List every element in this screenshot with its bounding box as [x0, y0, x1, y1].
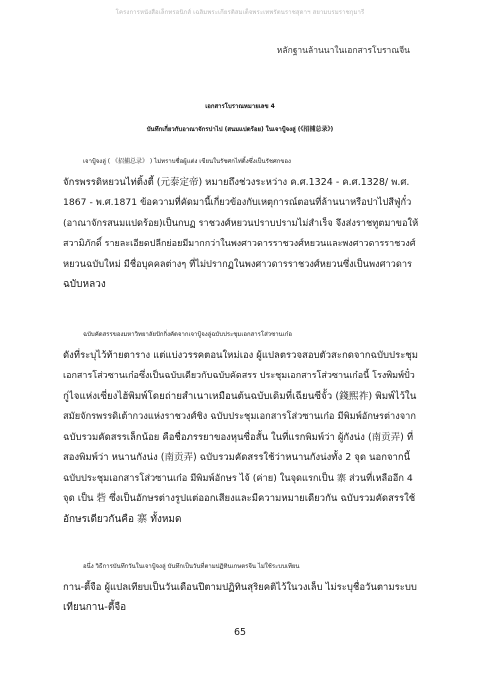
text-line: สองพิมพ์ว่า หนานกังน่ง (南贡弄) ฉบับรวมคัดสรรใช้ว่าหนานกังน่งทั้ง 2 จุด นอกจากนี้ — [63, 452, 411, 463]
text-line: เทียนกาน-ตี้จือ — [63, 602, 127, 613]
text-line: สวามิภักดิ์ รายละเอียดปลีกย่อยมีมากกว่าในพงศาวดารราชวงศ์หยวนและพงศาวดารราชวงศ์ — [63, 239, 416, 249]
text-line: ดังที่ระบุไว้ท้ายตาราง แต่แบ่งวรรคตอนใหม่เอง ผู้แปลตรวจสอบตัวสะกดจากฉบับประชุม — [63, 349, 419, 361]
series-banner: โครงการหนังสือเล็กทรอนิกส์ เฉลิมพระเกียรติสมเด็จพระเทพรัตนราชสุดาฯ สยามบรมราชกุมารี — [115, 9, 365, 16]
text-line: (อาณาจักรสนมแปดร้อย)เป็นกบฏ ราชวงศ์หยวนปราบปรามไม่สำเร็จ จึงส่งราชทูตมาขอให้ — [63, 217, 419, 229]
text-line: เจาปู้จงลู่ ( 《招捕总录》 ) ไม่ทราบชื่อผู้แต่ง เขียนในรัชศกไท่ติ้งซึ่งเป็นรัชศกของ — [83, 158, 291, 165]
text-line: กู่ไจแห่งเซี่ยงไฮ้พิมพ์โดยถ่ายสำเนาเหมือนต้นฉบับเดิมที่เฉียนซีจั้ว (錢熙祚) พิมพ์ไว้ใน — [63, 390, 417, 402]
page-number: 65 — [233, 627, 247, 638]
text-line: ฉบับรวมคัดสรรเล็กน้อย คือชื่อภรรยาของหุนซื่อสั้น ในที่แรกพิมพ์ว่า ผู้กังน่ง (南贡弄) ที่ — [63, 431, 414, 443]
text-line: ฉบับหลวง — [63, 279, 106, 290]
text-line: จุด เป็น 砦 ซึ่งเป็นอักษรต่างรูปแต่ออกเสียงและมีความหมายเดียวกัน ฉบับรวมคัดสรรใช้ — [63, 493, 416, 504]
text-line: หยวนฉบับใหม่ มีชื่อบุคคลต่างๆ ที่ไม่ปรากฏในพงศาวดารราชวงศ์หยวนซึ่งเป็นพงศาวดาร — [63, 258, 413, 270]
document-title: เอกสารโบราณหมายเลข 4 — [205, 103, 275, 110]
paragraph-intro — [63, 152, 418, 296]
text-line: 1867 - พ.ศ.1871 ข้อความที่คัดมานี้เกี่ยวข้องกับเหตุการณ์ตอนที่ล้านนาหรือปาไปสีฟู่กั๋ว — [63, 197, 412, 208]
text-line: ฉบับประชุมเอกสารโส่วซานเก๋อ มีพิมพ์อักษร ไจ้ (ค่าย) ในจุดแรกเป็น 寨 ส่วนที่เหลืออีก 4 — [63, 472, 413, 484]
paragraph-date-method — [63, 557, 418, 619]
text-line: อนึ่ง วิธีการบันทึกวันในเจาปู้จงลู่ บันทึกเป็นวันที่ตามปฏิทินเกษตรจีน ไม่ใช้ระบบเทียน — [83, 563, 300, 570]
text-line: สมัยจักรพรรดิเต้ากวงแห่งราชวงศ์ชิง ฉบับประชุมเอกสารโส่วซานเก๋อ มีพิมพ์อักษรต่างจาก — [63, 411, 416, 422]
document-subtitle: บันทึกเกี่ยวกับอาณาจักรปาไป (สนมแปดร้อย) ในเจาปู้จงลู่ (《招捕总录》) — [146, 126, 334, 133]
text-line: เอกสารโส่วซานเก๋อซึ่งเป็นฉบับเดียวกับฉบับคัดสรร ประชุมเอกสารโส่วซานเก๋อนี้ โรงพิมพ์ปั๋ว — [63, 371, 415, 381]
text-line: ฉบับคัดสรรของมหาวิทยาลัยปักกิ่งคัดจากเจาปู้จงลู่ฉบับประชุมเอกสารโส่วซานเก๋อ — [83, 331, 292, 338]
paragraph-edition-notes — [63, 325, 418, 530]
text-line: อักษรเดียวกันคือ 寨 ทั้งหมด — [63, 513, 182, 525]
text-line: จักรพรรดิหยวนไท่ติ้งตี้ (元泰定帝) หมายถึงช่วงระหว่าง ค.ศ.1324 - ค.ศ.1328/ พ.ศ. — [63, 176, 410, 188]
running-header: หลักฐานล้านนาในเอกสารโบราณจีน — [276, 46, 410, 56]
text-line: กาน-ตี้จือ ผู้แปลเทียบเป็นวันเดือนปีตามปฏิทินสุริยคติไว้ในวงเล็บ ไม่ระบุชื่อวันตามระบบ — [63, 581, 417, 593]
